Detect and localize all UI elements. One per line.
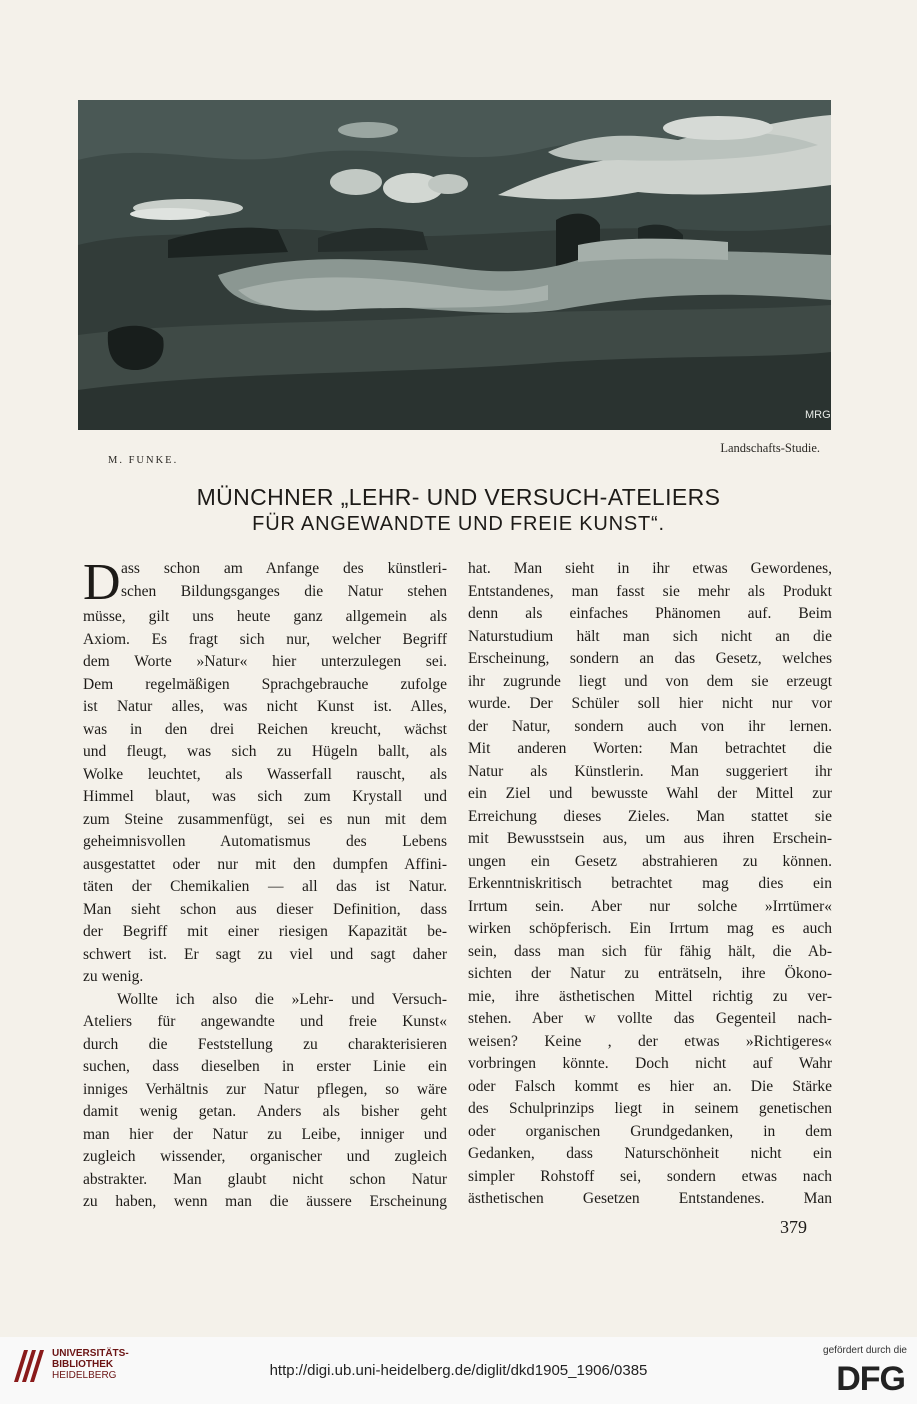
text-column-right	[468, 558, 832, 1211]
illustration-title: Landschafts-Studie.	[720, 441, 820, 455]
text-line: Irrtum sein. Aber nur solche »Irrtümer«	[468, 897, 832, 915]
artist-caption: M. FUNKE.	[108, 455, 179, 466]
funding-note: gefördert durch die	[823, 1345, 907, 1356]
text-line: Gedanken, dass Naturschönheit nicht ein	[468, 1145, 832, 1162]
permalink-url[interactable]: http://digi.ub.uni-heidelberg.de/diglit/dkd1905_1906/0385	[269, 1362, 648, 1379]
text-line: durch die Feststellung zu charakterisieren	[83, 1035, 447, 1053]
text-line: zu wenig.	[83, 968, 144, 985]
text-line: simpler Rohstoff sei, sondern etwas nach	[468, 1167, 832, 1185]
text-line: weisen? Keine , der etwas »Richtigeres«	[468, 1032, 832, 1050]
text-line: zu haben, wenn man die äussere Erscheinung	[83, 1193, 447, 1210]
text-column-left	[83, 554, 447, 1214]
text-line: man hier der Natur zu Leibe, inniger und	[83, 1125, 447, 1143]
text-line: ein Ziel und bewusste Wahl der Mittel zur	[468, 785, 832, 802]
text-line: Erscheinung, sondern an das Gesetz, welches	[468, 650, 832, 667]
text-line: dem Worte »Natur« hier unterzulegen sei.	[83, 653, 447, 670]
text-line: Ateliers für angewandte und freie Kunst«	[83, 1013, 447, 1030]
drop-cap: D	[83, 554, 121, 611]
library-name-line3: HEIDELBERG	[52, 1370, 117, 1381]
text-line: Himmel blaut, was sich zum Krystall und	[83, 788, 447, 805]
text-line: Dem regelmäßigen Sprachgebrauche zufolge	[83, 675, 447, 693]
text-line: täten der Chemikalien — all das ist Natur.	[83, 878, 447, 895]
text-line: Erreichung dieses Zieles. Man stattet sie	[468, 807, 832, 825]
dfg-logo[interactable]: DFG	[836, 1360, 905, 1398]
paragraph-opening	[83, 554, 447, 611]
library-name-line1: UNIVERSITÄTS-	[52, 1348, 129, 1359]
text-line: abstrakter. Man glaubt nicht schon Natur	[83, 1170, 447, 1188]
text-line: der Natur, sondern auch von ihr lernen.	[468, 717, 832, 735]
text-line: Man sieht schon aus dieser Definition, dass	[83, 900, 447, 918]
text-line: ausgestattet oder nur mit den dumpfen Affini-	[83, 855, 447, 873]
text-line: oder Falsch kommt es hier an. Die Stärke	[468, 1077, 832, 1095]
text-line: inniges Verhältnis zur Natur pflegen, so wäre	[83, 1080, 447, 1098]
text-line: Entstandenes, man fasst sie mehr als Produkt	[468, 582, 832, 600]
text-line: Wolke leuchtet, als Wasserfall rauscht, als	[83, 765, 447, 783]
text-line: was in den drei Reichen kreucht, wächst	[83, 720, 447, 738]
text-line: Mit anderen Worten: Man betrachtet die	[468, 740, 832, 757]
text-line: hat. Man sieht in ihr etwas Gewordenes,	[468, 560, 832, 577]
text-line: suchen, dass dieselben in erster Linie ein	[83, 1058, 447, 1075]
landscape-picture	[78, 100, 831, 430]
text-line: zugleich wissender, organischer und zugleich	[83, 1148, 447, 1165]
text-line: ungen ein Gesetz abstrahieren zu können.	[468, 852, 832, 870]
text-line: müsse, gilt uns heute ganz allgemein als	[83, 608, 447, 625]
text-line: schwert ist. Er sagt zu viel und sagt daher	[83, 945, 447, 963]
text-line: stehen. Aber w vollte das Gegenteil nach-	[468, 1010, 832, 1027]
text-line: mit Bewusstsein aus, um aus ihren Erschein-	[468, 830, 832, 847]
text-line: damit wenig getan. Anders als bisher geht	[83, 1103, 447, 1120]
text-line: Natur als Künstlerin. Man suggeriert ihr	[468, 762, 832, 780]
text-line: wurde. Der Schüler soll hier nicht nur vor	[468, 695, 832, 712]
text-line: und fleugt, was sich zu Hügeln ballt, als	[83, 743, 447, 760]
text-line: mie, ihre ästhetischen Mittel richtig zu ver-	[468, 987, 832, 1005]
article-headline-line2: FÜR ANGEWANDTE UND FREIE KUNST“.	[252, 513, 665, 535]
text-line: schen Bildungsganges die Natur stehen	[121, 582, 447, 600]
text-line: des Schulprinzips liegt in seinem genetischen	[468, 1100, 832, 1117]
text-line: sein, dass man sich für fähig hält, die Ab-	[468, 942, 832, 960]
library-name-line2: BIBLIOTHEK	[52, 1359, 114, 1370]
text-line: denn als einfaches Phänomen auf. Beim	[468, 605, 832, 622]
article-headline-line1: MÜNCHNER „LEHR- UND VERSUCH-ATELIERS	[196, 484, 721, 510]
text-line: Axiom. Es fragt sich nur, welcher Begriff	[83, 630, 447, 648]
text-line: wirken schöpferisch. Ein Irrtum mag es auch	[468, 920, 832, 937]
text-line: der Begriff mit einer riesigen Kapazität be-	[83, 923, 447, 940]
landscape-illustration	[78, 100, 831, 430]
text-line: sichten der Natur zu enträtseln, ihre Ökono-	[468, 965, 832, 982]
text-line: ihr zugrunde liegt und von dem sie erzeugt	[468, 672, 832, 690]
text-line: vorbringen könnte. Doch nicht auf Wahr	[468, 1055, 832, 1072]
text-line: geheimnisvollen Automatismus des Lebens	[83, 833, 447, 850]
text-line: Wollte ich also die »Lehr- und Versuch-	[117, 990, 447, 1008]
text-line: Erkenntniskritisch betrachtet mag dies ein	[468, 875, 832, 892]
text-line: Naturstudium hält man sich nicht an die	[468, 627, 832, 645]
text-line: oder organischen Grundgedanken, in dem	[468, 1122, 832, 1140]
text-line: ästhetischen Gesetzen Entstandenes. Man	[468, 1190, 832, 1207]
text-line: ass schon am Anfange des künstleri-	[121, 560, 447, 577]
page-number: 379	[780, 1217, 807, 1237]
text-line: ist Natur alles, was nicht Kunst ist. Alles,	[83, 698, 447, 715]
plate-monogram: MRG	[805, 409, 831, 421]
text-line: zum Steine zusammenfügt, sei es nun mit dem	[83, 810, 447, 828]
